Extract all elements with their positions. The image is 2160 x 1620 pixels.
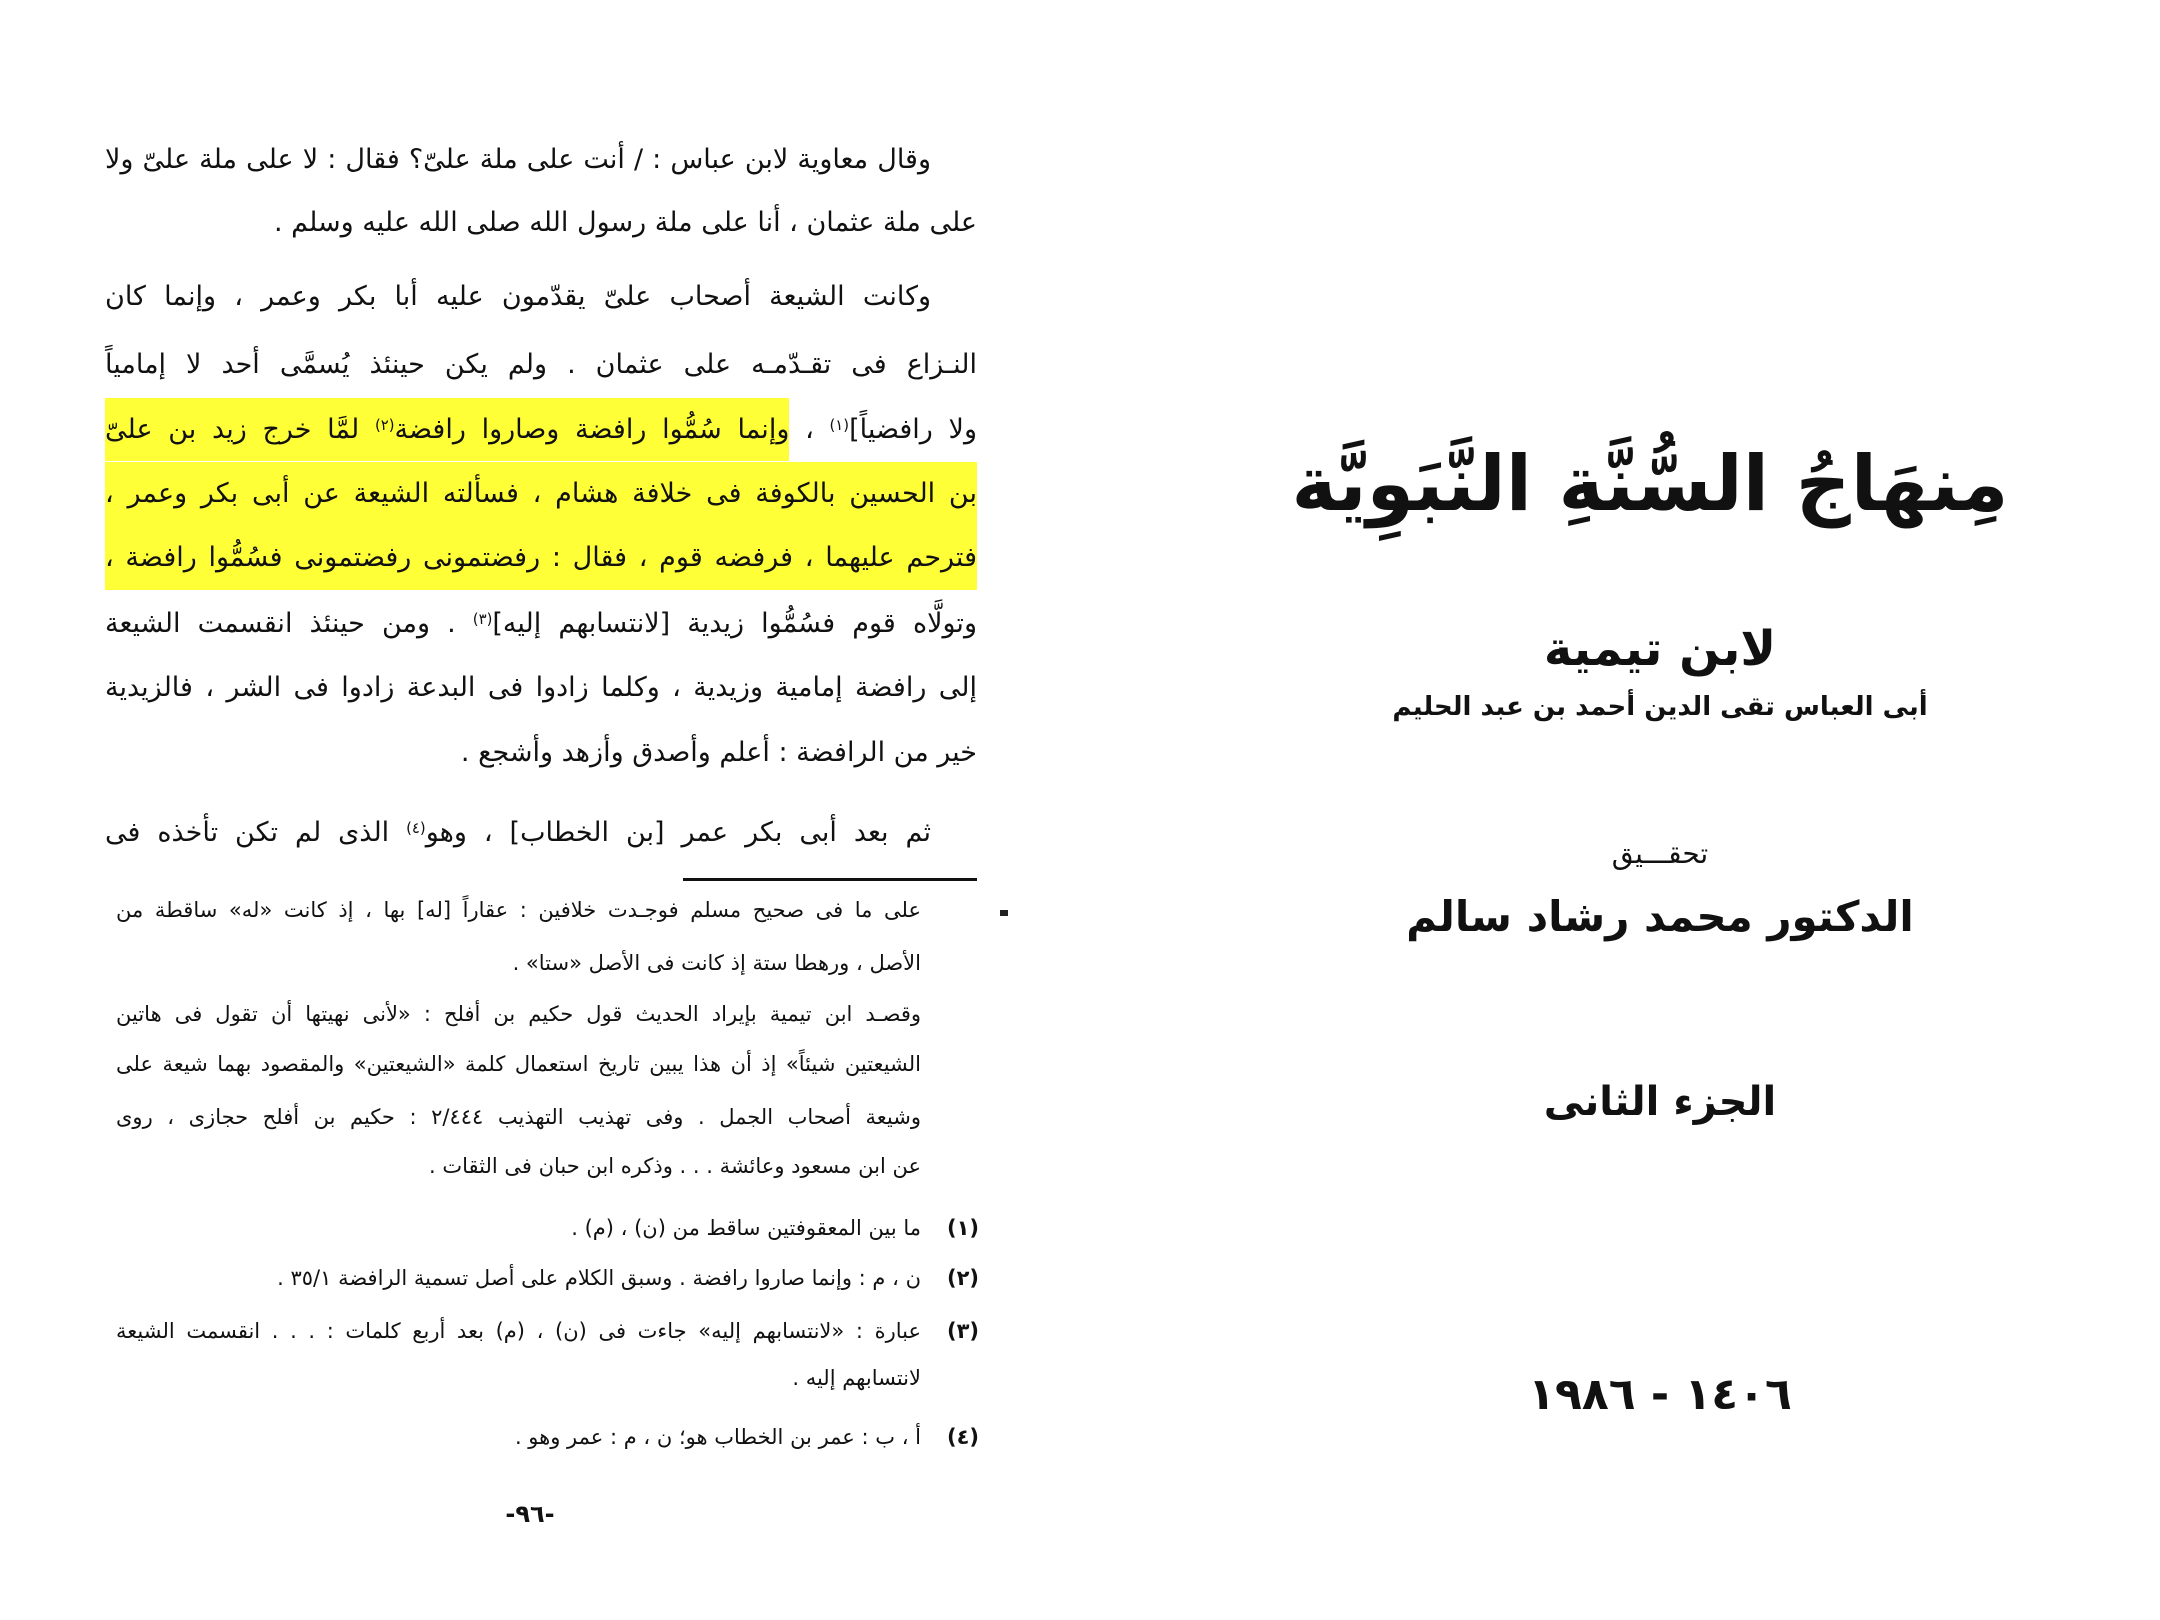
body-text: وتولَّاه قوم فسُمُّوا زيدية [لانتسابهم إليه] — [492, 608, 977, 639]
body-text: . ومن حينئذ انقسمت الشيعة — [105, 608, 473, 639]
edited-by-label: تحقـــيق — [1611, 837, 1709, 870]
footnote-line: الشيعتين شيئاً» إذ أن هذا يبين تاريخ استعمال كلمة «الشيعتين» والمقصود بهما شيعة على — [116, 1052, 921, 1076]
page-number: -٩٦- — [505, 1500, 555, 1528]
footnote-line: عن ابن مسعود وعائشة . . . وذكره ابن حبان فى الثقات . — [429, 1154, 921, 1178]
title-page — [1080, 0, 2160, 1620]
footnote-3 — [116, 1309, 979, 1353]
body-line: النـزاع فى تقـدّمـه على عثمان . ولم يكن حينئذ يُسمَّى أحد لا إمامياً — [105, 349, 977, 380]
author: لابن تيمية — [1543, 621, 1777, 677]
body-text: لمَّا خرج زيد بن علىّ — [105, 414, 375, 445]
body-line: على ملة عثمان ، أنا على ملة رسول الله صلى الله عليه وسلم . — [273, 207, 977, 238]
footnote-separator — [683, 878, 977, 881]
footnote-ref: (١) — [829, 415, 850, 434]
footnote-text: ما بين المعقوفتين ساقط من (ن) ، (م) . — [571, 1216, 921, 1240]
footnote-line: وقصـد ابن تيمية بإيراد الحديث قول حكيم بن أفلح : «لأنى نهيتها أن تقول فى هاتين — [116, 1002, 921, 1026]
footnote-text: عبارة : «لانتسابهم إليه» جاءت فى (ن) ، (م) بعد أربع كلمات : . . . انقسمت الشيعة — [116, 1319, 921, 1343]
body-line: إلى رافضة إمامية وزيدية ، وكلما زادوا فى البدعة زادوا فى الشر ، فالزيدية — [105, 672, 977, 703]
body-line: خير من الرافضة : أعلم وأصدق وأزهد وأشجع . — [460, 737, 977, 768]
body-text: وإنما سُمُّوا رافضة وصاروا رافضة — [394, 414, 790, 445]
body-text: ولا رافضياً] — [849, 414, 977, 445]
footnote-text: ن ، م : وإنما صاروا رافضة . وسبق الكلام على أصل تسمية الرافضة ٣٥/١ . — [277, 1266, 921, 1290]
footnote-2 — [116, 1256, 979, 1300]
footnote-number: (٢) — [946, 1266, 979, 1290]
body-line — [105, 592, 977, 659]
footnote-number: (٤) — [946, 1425, 979, 1449]
body-text: ثم بعد أبى بكر عمر [بن الخطاب] ، وهو — [425, 817, 931, 848]
footnote-line: على ما فى صحيح مسلم فوجـدت خلافين : عقاراً [له] بها ، إذ كانت «له» ساقطة من — [116, 898, 921, 922]
footnote-ref: (٤) — [406, 818, 426, 837]
publication-year: ١٤٠٦ - ١٩٨٦ — [1528, 1369, 1792, 1420]
footnote-number: (١) — [946, 1216, 979, 1240]
author-full-name: أبى العباس تقى الدين أحمد بن عبد الحليم — [1392, 692, 1928, 722]
book-title: مِنهَاجُ السُّنَّةِ النَّبَوِيَّة — [1291, 440, 2009, 529]
margin-mark — [1000, 910, 1008, 916]
footnote-line: وشيعة أصحاب الجمل . وفى تهذيب التهذيب ٢/٤٤٤ : حكيم بن أفلح حجازى ، روى — [116, 1105, 921, 1129]
body-text: ، — [789, 414, 830, 445]
volume-label: الجزء الثانى — [1543, 1079, 1777, 1125]
footnote-line: لانتسابهم إليه . — [792, 1366, 921, 1390]
footnote-text: أ ، ب : عمر بن الخطاب هو؛ ن ، م : عمر وهو . — [514, 1425, 921, 1449]
highlighted-line: فترحم عليهما ، فرفضه قوم ، فقال : رفضتمونى رفضتمونى فسُمُّوا رافضة ، — [105, 526, 977, 590]
body-line — [105, 801, 977, 868]
footnote-1 — [116, 1206, 979, 1250]
footnote-number: (٣) — [946, 1319, 979, 1343]
body-text: الذى لم تكن تأخذه فى — [105, 817, 407, 848]
footnote-4 — [116, 1415, 979, 1459]
footnote-line: الأصل ، ورهطا ستة إذ كانت فى الأصل «ستا» . — [512, 951, 921, 975]
highlighted-line: بن الحسين بالكوفة فى خلافة هشام ، فسألته الشيعة عن أبى بكر وعمر ، — [105, 462, 977, 526]
footnote-ref: (٣) — [472, 609, 493, 628]
body-line: وقال معاوية لابن عباس : / أنت على ملة علىّ؟ فقال : لا على ملة علىّ ولا — [105, 144, 931, 175]
footnote-ref: (٢) — [374, 415, 395, 434]
editor-name: الدكتور محمد رشاد سالم — [1406, 892, 1914, 941]
body-line: وكانت الشيعة أصحاب علىّ يقدّمون عليه أبا بكر وعمر ، وإنما كان — [105, 281, 931, 312]
highlighted-text — [105, 398, 789, 461]
body-line — [105, 398, 977, 465]
